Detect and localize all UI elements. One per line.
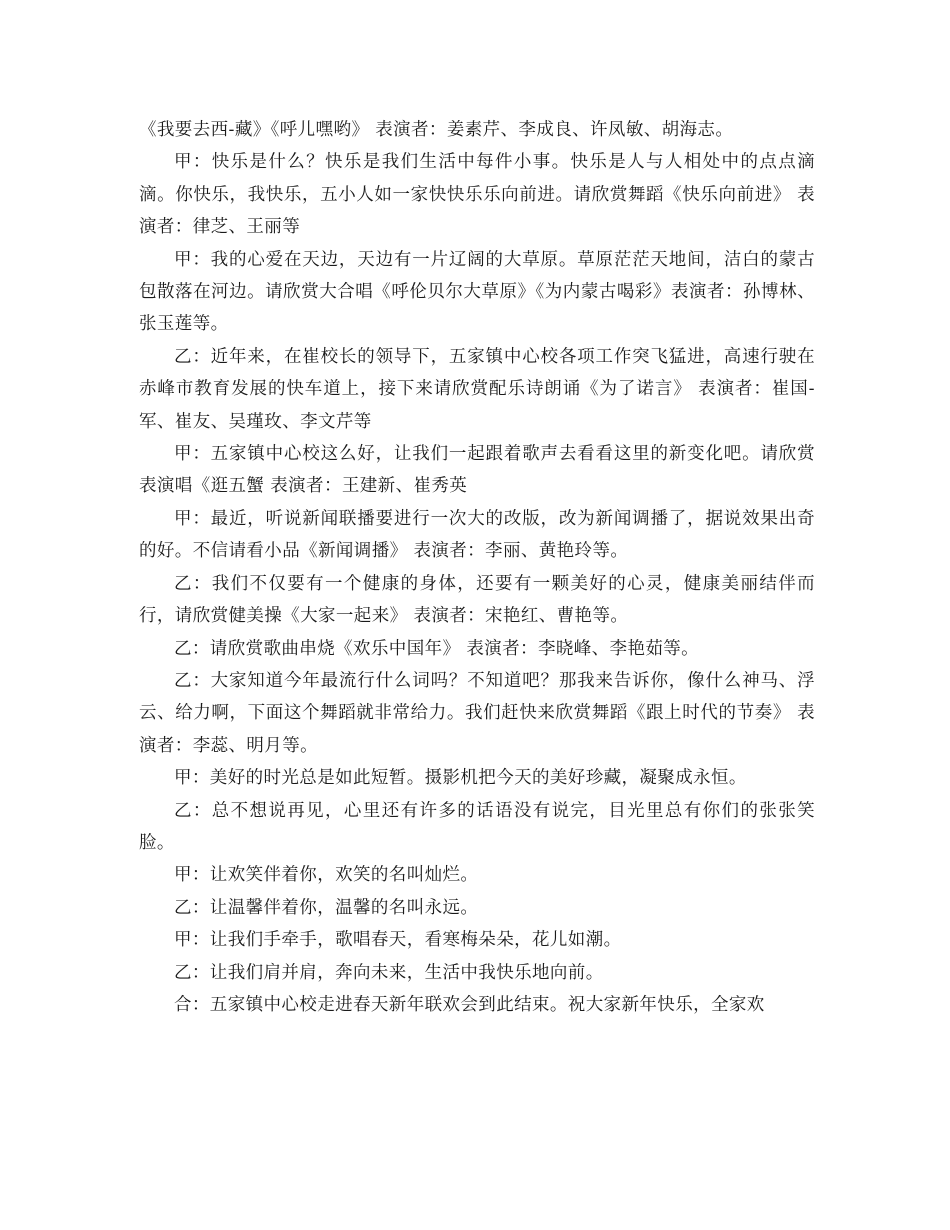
paragraph: 乙：大家知道今年最流行什么词吗？不知道吧？那我来告诉你，像什么神马、浮云、给力啊，下面这个舞蹈就非常给力。我们赶快来欣赏舞蹈《跟上时代的节奏》 表演者：李蕊、明月等。 <box>139 670 815 756</box>
paragraph: 合：五家镇中心校走进春天新年联欢会到此结束。祝大家新年快乐，全家欢 <box>174 994 765 1015</box>
paragraph: 乙：近年来，在崔校长的领导下，五家镇中心校各项工作突飞猛进，高速行驶在赤峰市教育发展的快车道上，接下来请欣赏配乐诗朗诵《为了诺言》 表演者：崔国-军、崔友、吴瑾玫、李文芹等 <box>139 346 815 432</box>
paragraph: 甲：美好的时光总是如此短暂。摄影机把今天的美好珍藏，凝聚成永恒。 <box>174 768 747 789</box>
paragraph: 乙：请欣赏歌曲串烧《欢乐中国年》 表演者：李晓峰、李艳茹等。 <box>174 638 700 659</box>
paragraph: 乙：总不想说再见，心里还有许多的话语没有说完，目光里总有你们的张张笑脸。 <box>139 800 815 853</box>
paragraph: 甲：五家镇中心校这么好，让我们一起跟着歌声去看看这里的新变化吧。请欣赏表演唱《逛五蟹 表演者：王建新、崔秀英 <box>139 444 815 497</box>
paragraph: 甲：让欢笑伴着你，欢笑的名叫灿烂。 <box>174 865 479 886</box>
paragraph: 《我要去西-藏》《呼儿嘿哟》 表演者：姜素芹、李成良、许凤敏、胡海志。 <box>139 120 734 140</box>
paragraph: 甲：让我们手牵手，歌唱春天，看寒梅朵朵，花儿如潮。 <box>174 930 622 951</box>
paragraph: 乙：让温馨伴着你，温馨的名叫永远。 <box>174 897 479 918</box>
paragraph: 甲：最近，听说新闻联播要进行一次大的改版，改为新闻调播了，据说效果出奇的好。不信请看小品《新闻调播》 表演者：李丽、黄艳玲等。 <box>139 508 815 562</box>
paragraph: 乙：我们不仅要有一个健康的身体，还要有一颗美好的心灵，健康美丽结伴而行，请欣赏健美操《大家一起来》 表演者：宋艳红、曹艳等。 <box>139 573 815 627</box>
document-body <box>139 114 815 1021</box>
paragraph: 乙：让我们肩并肩，奔向未来，生活中我快乐地向前。 <box>174 962 604 983</box>
paragraph: 甲：快乐是什么？快乐是我们生活中每件小事。快乐是人与人相处中的点点滴滴。你快乐，我快乐，五小人如一家快快乐乐向前进。请欣赏舞蹈《快乐向前进》 表演者：律芝、王丽等 <box>139 152 815 238</box>
paragraph: 甲：我的心爱在天边，天边有一片辽阔的大草原。草原茫茫天地间，洁白的蒙古包散落在河边。请欣赏大合唱《呼伦贝尔大草原》《为内蒙古喝彩》表演者：孙博林、张玉莲等。 <box>139 249 815 335</box>
